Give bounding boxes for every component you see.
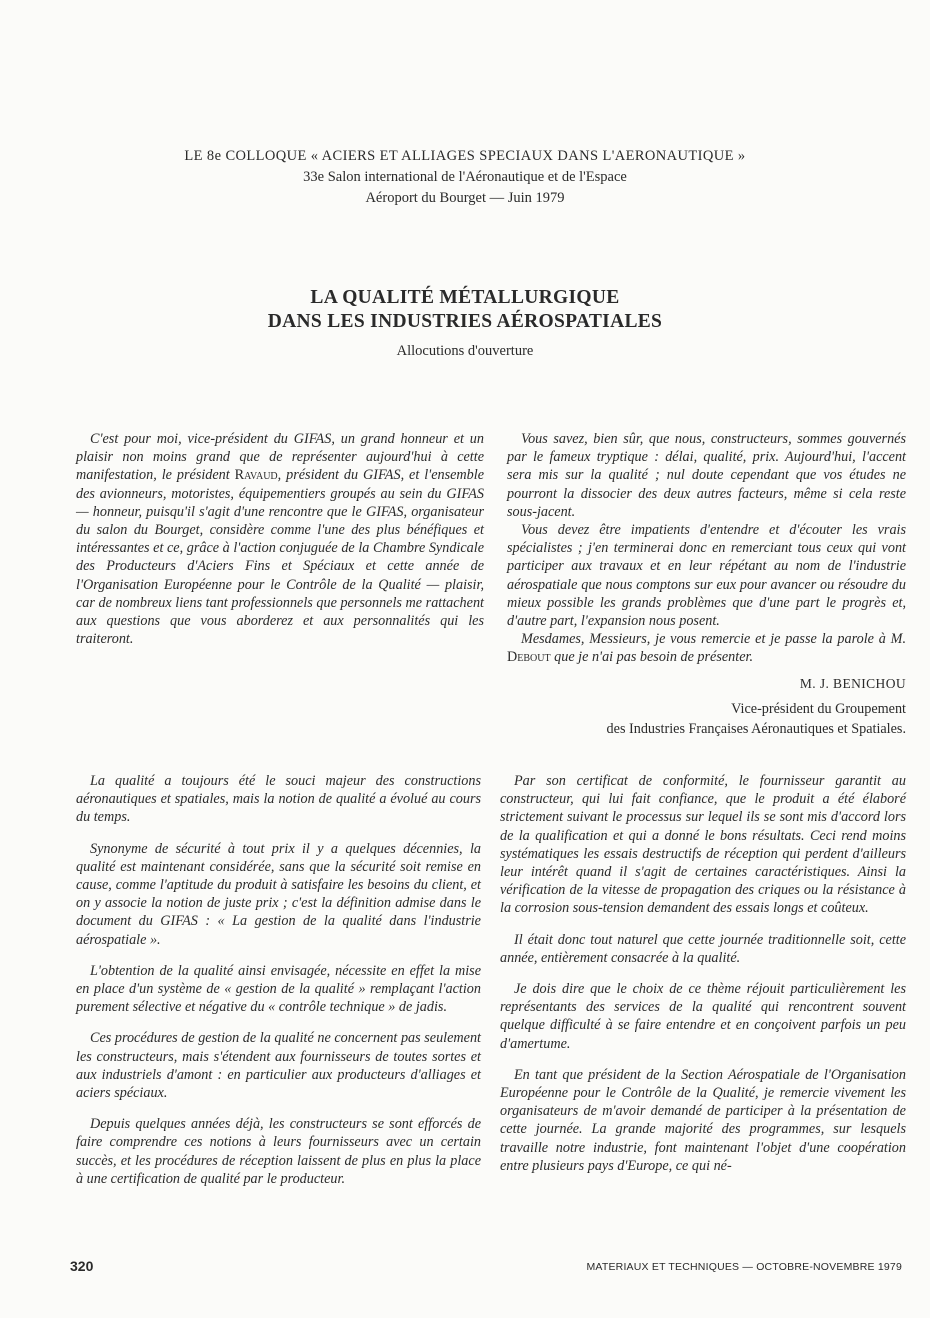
venue-date-heading: Aéroport du Bourget — Juin 1979 [365,190,565,206]
speech2-paragraph: En tant que président de la Section Aérospatiale de l'Organisation Européenne pour le Contrôle de la Qualité, je remercie vivement les organisateurs de m'avoir demandé de participer à la présentation de cette journée. La grande majorité des programmes, sur lesquels travaille notre industrie, font maintenant l'objet d'une coopération entre plusieurs pays d'Europe, ce qui né- [500,1066,906,1174]
journal-running-footer: MATERIAUX ET TECHNIQUES — OCTOBRE-NOVEMBRE 1979 [586,1261,902,1273]
speech2-paragraph: Synonyme de sécurité à tout prix il y a quelques décennies, la qualité est maintenant considérée, sans que la sécurité soit remise en cause, comme l'aptitude du produit à satisfaire les besoins du client, et on y associe la notion de juste prix ; c'est la définition admise dans le document du GIFAS : « La gestion de la qualité dans l'industrie aérospatiale ». [76,840,481,948]
article-title-line-2: DANS LES INDUSTRIES AÉROSPATIALES [267,311,663,332]
speaker-role-line-1: Vice-président du Groupement [731,700,906,717]
speech2-paragraph: Ces procédures de gestion de la qualité ne concernent pas seulement les constructeurs, mais s'étendent aux fournisseurs de toutes sortes et aux industriels d'amont : en particulier aux producteurs d'alliages et aciers spéciaux. [76,1030,481,1102]
speech2-right-column [500,772,906,1175]
speech2-paragraph: Je dois dire que le choix de ce thème réjouit particulièrement les représentants des services de la qualité qui rencontrent souvent quelque difficulté à se faire entendre et en conçoivent parfois un peu d'amertume. [500,981,906,1052]
speaker-signature: M. J. BENICHOU [799,675,906,691]
salon-heading: 33e Salon international de l'Aéronautique et de l'Espace [303,169,627,185]
person-name: Debout [507,649,551,666]
speech1-paragraph [76,430,484,648]
speech2-paragraph: Par son certificat de conformité, le fournisseur garantit au constructeur, qui lui fait confiance, que le produit a été élaboré strictement suivant le processus sur lequel ils se sont mis d'accord lors de la qualification et qui a donné le bons résultats. Ceci rend moins systématiques les essais destructifs de réception qui perdent d'ailleurs leur intérêt quand il s'agit de certaines caractéristiques. Ainsi la vérification de la vitesse de propagation des criques ou la résistance à la corrosion sous-tension demandent des essais longs et coûteux. [500,773,906,917]
article-subtitle: Allocutions d'ouverture [396,343,534,359]
page-number: 320 [70,1258,94,1274]
speech2-paragraph: L'obtention de la qualité ainsi envisagée, nécessite en effet la mise en place d'un système de « gestion de la qualité » remplaçant l'action purement sélective et négative du « contrôle technique » de jadis. [76,962,481,1016]
speech2-paragraph: La qualité a toujours été le souci majeur des constructions aéronautiques et spatiales, mais la notion de qualité a évolué au cours du temps. [76,773,481,826]
text-run: Mesdames, Messieurs, je vous remercie et je passe la parole à M. [521,631,906,648]
speech1-paragraph: Vous savez, bien sûr, que nous, constructeurs, sommes gouvernés par le fameux tryptique : délai, qualité, prix. Aujourd'hui, l'accent sera mis sur la qualité ; nul doute cependant que vos études ne pourront la dissocier des deux autres facteurs, même si cela reste sous-jacent. [507,431,906,520]
speech2-paragraph: Il était donc tout naturel que cette journée traditionnelle soit, cette année, entièrement consacrée à la qualité. [500,931,906,966]
text-run: , président du GIFAS, et l'ensemble des avionneurs, motoristes, équipementiers groupés au sein du GIFAS — honneur, puisqu'il s'agit d'une rencontre que le GIFAS, organisateur du salon du Bourget, considère comme l'une des plus bénéfiques et intéressantes et ce, grâce à l'action conjuguée de la Chambre Syndicale des Producteurs d'Aciers Fins et Spéciaux et cette année de l'Organisation Européenne pour le Contrôle de la Qualité — plaisir, car de nombreux liens tant professionnels que personnels me rattachent aux questions que vous aborderez et aux personnalités qui les traiteront. [76,467,484,648]
article-title-line-1: LA QUALITÉ MÉTALLURGIQUE [310,287,620,308]
text-run: que je n'ai pas besoin de présenter. [550,649,753,666]
speech1-left-column [76,430,484,648]
speech1-paragraph [507,630,906,666]
speech2-paragraph: Depuis quelques années déjà, les constructeurs se sont efforcés de faire comprendre ces notions à leurs fournisseurs avec un certain succès, et les procédures de réception laissent de plus en plus la place à une certification de qualité par le producteur. [76,1116,481,1187]
text-run: C'est pour moi, vice-président du GIFAS, un grand honneur et un plaisir non moins grand que de représenter aujourd'hui à cette manifestation, le président [76,431,484,484]
colloque-heading: LE 8e COLLOQUE « ACIERS ET ALLIAGES SPECIAUX DANS L'AERONAUTIQUE » [184,148,746,164]
speech2-left-column [76,772,481,1188]
speech1-right-column [507,430,906,738]
person-name: Ravaud [234,467,278,484]
speech1-paragraph: Vous devez être impatients d'entendre et d'écouter les vrais spécialistes ; j'en terminerai donc en remerciant tous ceux qui vont participer aux travaux et en leur répétant au nom de l'industrie aérospatiale que nous comptons sur eux pour avancer ou résoudre du mieux possible les grands problèmes que d'une part le progrès et, d'autre part, l'expansion nous posent. [507,522,906,630]
speaker-role-line-2: des Industries Françaises Aéronautiques et Spatiales. [606,721,906,738]
